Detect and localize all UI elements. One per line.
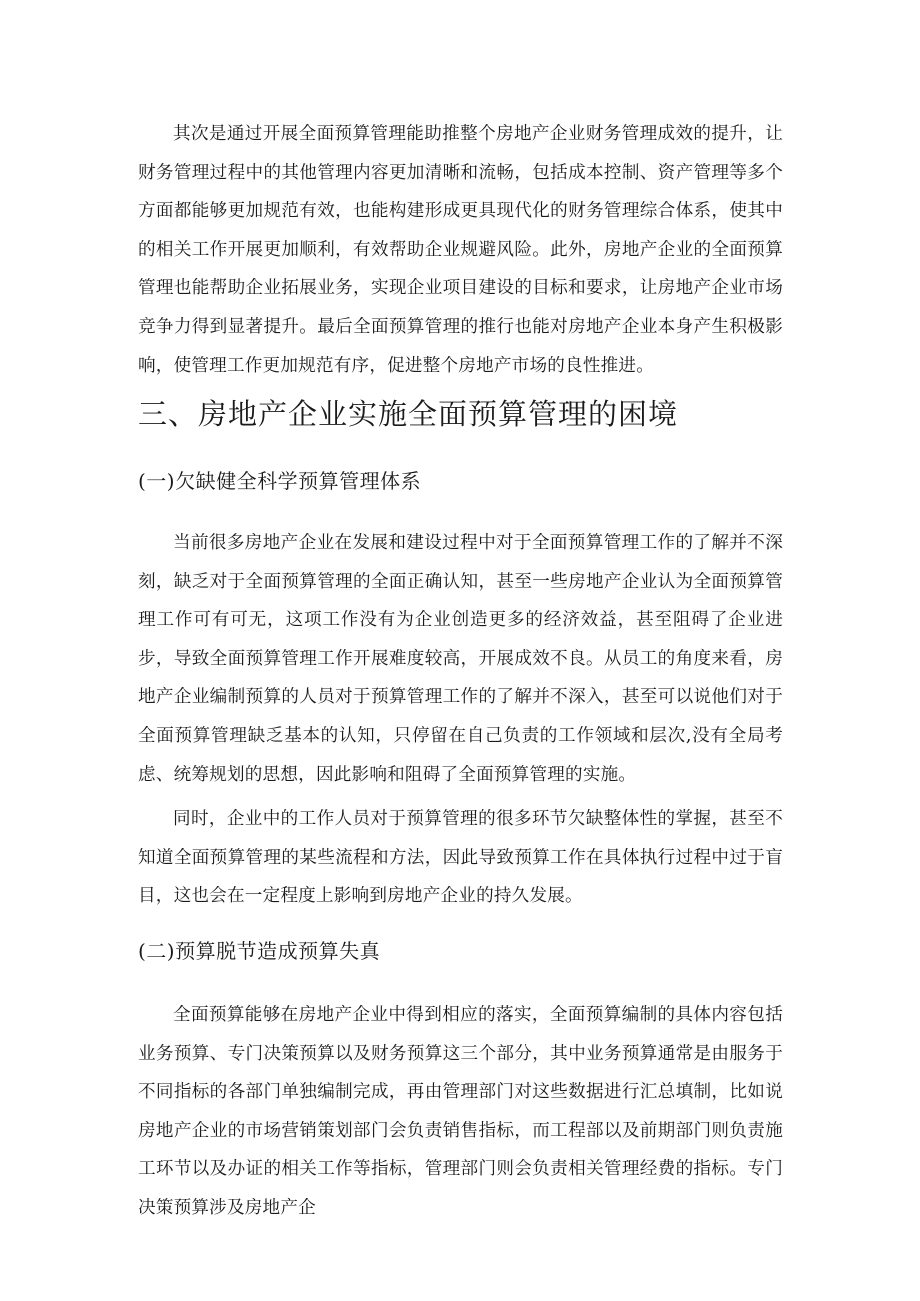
body-paragraph-1: 其次是通过开展全面预算管理能助推整个房地产企业财务管理成效的提升，让财务管理过程中的其他管理内容更加清晰和流畅，包括成本控制、资产管理等多个方面都能够更加规范有效，也能构建形成更具现代化的财务管理综合体系，使其中的相关工作开展更加顺利，有效帮助企业规避风险。此外，房地产企业的全面预算管理也能帮助企业拓展业务，实现企业项目建设的目标和要求，让房地产企业市场竞争力得到显著提升。最后全面预算管理的推行也能对房地产企业本身产生积极影响，使管理工作更加规范有序，促进整个房地产市场的良性推进。 xyxy=(138,124,783,376)
body-paragraph-3: 同时，企业中的工作人员对于预算管理的很多环节欠缺整体性的掌握，甚至不知道全面预算管理的某些流程和方法，因此导致预算工作在具体执行过程中过于盲目，这也会在一定程度上影响到房地产企业的持久发展。 xyxy=(138,809,783,907)
subsection-heading-1: (一)欠缺健全科学预算管理体系 xyxy=(138,469,422,493)
body-paragraph-2: 当前很多房地产企业在发展和建设过程中对于全面预算管理工作的了解并不深刻，缺乏对于全面预算管理的全面正确认知，甚至一些房地产企业认为全面预算管理工作可有可无，这项工作没有为企业创造更多的经济效益，甚至阻碍了企业进步，导致全面预算管理工作开展难度较高，开展成效不良。从员工的角度来看，房地产企业编制预算的人员对于预算管理工作的了解并不深入，甚至可以说他们对于全面预算管理缺乏基本的认知，只停留在自己负责的工作领域和层次,没有全局考虑、统筹规划的思想，因此影响和阻碍了全面预算管理的实施。 xyxy=(138,533,783,785)
body-paragraph-4: 全面预算能够在房地产企业中得到相应的落实，全面预算编制的具体内容包括业务预算、专门决策预算以及财务预算这三个部分，其中业务预算通常是由服务于不同指标的各部门单独编制完成，再由管理部门对这些数据进行汇总填制，比如说房地产企业的市场营销策划部门会负责销售指标，而工程部以及前期部门则负责施工环节以及办证的相关工作等指标，管理部门则会负责相关管理经费的指标。专门决策预算涉及房地产企 xyxy=(138,1005,783,1218)
subsection-heading-2: (二)预算脱节造成预算失真 xyxy=(138,939,381,963)
section-heading-3: 三、房地产企业实施全面预算管理的困境 xyxy=(138,397,679,431)
